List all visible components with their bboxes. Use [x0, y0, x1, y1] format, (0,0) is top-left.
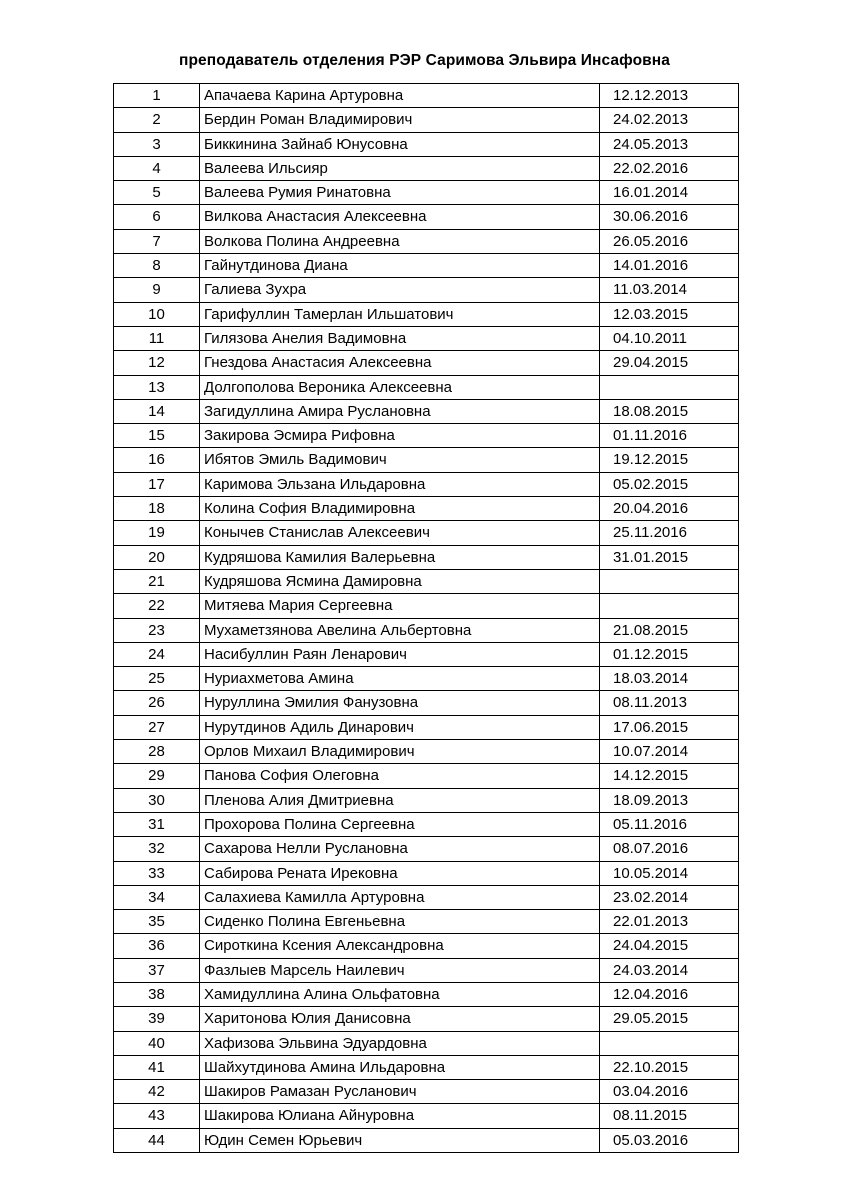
student-name: Хафизова Эльвина Эдуардовна [200, 1031, 600, 1055]
row-number: 36 [114, 934, 200, 958]
student-name: Волкова Полина Андреевна [200, 229, 600, 253]
table-row [114, 521, 739, 545]
student-name: Загидуллина Амира Руслановна [200, 399, 600, 423]
table-row [114, 740, 739, 764]
student-name: Гилязова Анелия Вадимовна [200, 326, 600, 350]
row-number: 43 [114, 1104, 200, 1128]
date-cell: 25.11.2016 [600, 521, 739, 545]
row-number: 30 [114, 788, 200, 812]
student-name: Фазлыев Марсель Наилевич [200, 958, 600, 982]
table-row [114, 569, 739, 593]
row-number: 4 [114, 156, 200, 180]
row-number: 41 [114, 1055, 200, 1079]
date-cell: 23.02.2014 [600, 885, 739, 909]
table-row [114, 472, 739, 496]
date-cell: 08.07.2016 [600, 837, 739, 861]
document-title: преподаватель отделения РЭР Саримова Эльвира Инсафовна [179, 52, 670, 69]
date-cell: 16.01.2014 [600, 181, 739, 205]
student-name: Юдин Семен Юрьевич [200, 1128, 600, 1152]
row-number: 15 [114, 424, 200, 448]
row-number: 33 [114, 861, 200, 885]
table-row [114, 910, 739, 934]
date-cell: 17.06.2015 [600, 715, 739, 739]
student-name: Бердин Роман Владимирович [200, 108, 600, 132]
student-name: Гнездова Анастасия Алексеевна [200, 351, 600, 375]
date-cell: 21.08.2015 [600, 618, 739, 642]
row-number: 22 [114, 594, 200, 618]
table-row [114, 618, 739, 642]
table-row [114, 424, 739, 448]
table-row [114, 326, 739, 350]
table-row [114, 837, 739, 861]
date-cell: 05.11.2016 [600, 812, 739, 836]
row-number: 29 [114, 764, 200, 788]
student-name: Вилкова Анастасия Алексеевна [200, 205, 600, 229]
row-number: 24 [114, 642, 200, 666]
date-cell [600, 569, 739, 593]
date-cell: 12.03.2015 [600, 302, 739, 326]
row-number: 5 [114, 181, 200, 205]
student-name: Шакиров Рамазан Русланович [200, 1080, 600, 1104]
table-row [114, 497, 739, 521]
student-name: Галиева Зухра [200, 278, 600, 302]
table-row [114, 861, 739, 885]
date-cell: 19.12.2015 [600, 448, 739, 472]
student-name: Закирова Эсмира Рифовна [200, 424, 600, 448]
date-cell: 24.02.2013 [600, 108, 739, 132]
date-cell: 18.08.2015 [600, 399, 739, 423]
row-number: 44 [114, 1128, 200, 1152]
table-row [114, 278, 739, 302]
student-name: Митяева Мария Сергеевна [200, 594, 600, 618]
date-cell: 10.07.2014 [600, 740, 739, 764]
table-row [114, 375, 739, 399]
student-name: Харитонова Юлия Данисовна [200, 1007, 600, 1031]
date-cell: 01.11.2016 [600, 424, 739, 448]
row-number: 19 [114, 521, 200, 545]
student-name: Насибуллин Раян Ленарович [200, 642, 600, 666]
row-number: 40 [114, 1031, 200, 1055]
date-cell: 12.04.2016 [600, 982, 739, 1006]
row-number: 23 [114, 618, 200, 642]
row-number: 8 [114, 254, 200, 278]
row-number: 20 [114, 545, 200, 569]
date-cell: 26.05.2016 [600, 229, 739, 253]
student-name: Нуриахметова Амина [200, 667, 600, 691]
table-row [114, 205, 739, 229]
student-name: Салахиева Камилла Артуровна [200, 885, 600, 909]
table-row [114, 399, 739, 423]
table-row [114, 982, 739, 1006]
row-number: 10 [114, 302, 200, 326]
student-name: Гайнутдинова Диана [200, 254, 600, 278]
table-row [114, 1007, 739, 1031]
table-row [114, 715, 739, 739]
date-cell: 22.02.2016 [600, 156, 739, 180]
student-name: Пленова Алия Дмитриевна [200, 788, 600, 812]
table-row [114, 84, 739, 108]
student-name: Каримова Эльзана Ильдаровна [200, 472, 600, 496]
table-row [114, 788, 739, 812]
table-row [114, 545, 739, 569]
student-name: Сабирова Рената Ирековна [200, 861, 600, 885]
table-row [114, 594, 739, 618]
row-number: 25 [114, 667, 200, 691]
date-cell: 24.04.2015 [600, 934, 739, 958]
table-row [114, 302, 739, 326]
row-number: 21 [114, 569, 200, 593]
table-row [114, 1080, 739, 1104]
row-number: 32 [114, 837, 200, 861]
table-row [114, 181, 739, 205]
row-number: 31 [114, 812, 200, 836]
date-cell: 03.04.2016 [600, 1080, 739, 1104]
student-table [113, 83, 739, 1153]
row-number: 37 [114, 958, 200, 982]
date-cell: 11.03.2014 [600, 278, 739, 302]
row-number: 27 [114, 715, 200, 739]
student-name: Сироткина Ксения Александровна [200, 934, 600, 958]
date-cell: 18.03.2014 [600, 667, 739, 691]
date-cell: 05.02.2015 [600, 472, 739, 496]
student-name: Орлов Михаил Владимирович [200, 740, 600, 764]
student-name: Кудряшова Камилия Валерьевна [200, 545, 600, 569]
student-name: Валеева Румия Ринатовна [200, 181, 600, 205]
row-number: 1 [114, 84, 200, 108]
student-name: Панова София Олеговна [200, 764, 600, 788]
student-name: Мухаметзянова Авелина Альбертовна [200, 618, 600, 642]
row-number: 26 [114, 691, 200, 715]
table-row [114, 764, 739, 788]
row-number: 2 [114, 108, 200, 132]
table-row [114, 1128, 739, 1152]
date-cell: 24.03.2014 [600, 958, 739, 982]
table-row [114, 812, 739, 836]
date-cell: 22.01.2013 [600, 910, 739, 934]
student-name: Валеева Ильсияр [200, 156, 600, 180]
row-number: 28 [114, 740, 200, 764]
date-cell: 12.12.2013 [600, 84, 739, 108]
table-row [114, 958, 739, 982]
row-number: 39 [114, 1007, 200, 1031]
table-row [114, 1031, 739, 1055]
date-cell: 30.06.2016 [600, 205, 739, 229]
table-row [114, 254, 739, 278]
row-number: 6 [114, 205, 200, 229]
row-number: 14 [114, 399, 200, 423]
table-row [114, 691, 739, 715]
date-cell: 14.01.2016 [600, 254, 739, 278]
row-number: 16 [114, 448, 200, 472]
date-cell: 01.12.2015 [600, 642, 739, 666]
student-name: Шакирова Юлиана Айнуровна [200, 1104, 600, 1128]
date-cell: 29.05.2015 [600, 1007, 739, 1031]
table-row [114, 885, 739, 909]
row-number: 35 [114, 910, 200, 934]
table-row [114, 229, 739, 253]
row-number: 13 [114, 375, 200, 399]
table-row [114, 1104, 739, 1128]
table-row [114, 642, 739, 666]
student-table-body [114, 84, 739, 1153]
student-name: Прохорова Полина Сергеевна [200, 812, 600, 836]
date-cell: 14.12.2015 [600, 764, 739, 788]
date-cell: 20.04.2016 [600, 497, 739, 521]
student-name: Хамидуллина Алина Ольфатовна [200, 982, 600, 1006]
student-name: Нурутдинов Адиль Динарович [200, 715, 600, 739]
date-cell: 24.05.2013 [600, 132, 739, 156]
row-number: 3 [114, 132, 200, 156]
student-name: Биккинина Зайнаб Юнусовна [200, 132, 600, 156]
table-row [114, 156, 739, 180]
row-number: 38 [114, 982, 200, 1006]
date-cell: 08.11.2013 [600, 691, 739, 715]
student-name: Шайхутдинова Амина Ильдаровна [200, 1055, 600, 1079]
table-row [114, 934, 739, 958]
table-row [114, 667, 739, 691]
student-name: Кудряшова Ясмина Дамировна [200, 569, 600, 593]
date-cell [600, 1031, 739, 1055]
date-cell: 05.03.2016 [600, 1128, 739, 1152]
date-cell: 29.04.2015 [600, 351, 739, 375]
student-name: Сиденко Полина Евгеньевна [200, 910, 600, 934]
row-number: 7 [114, 229, 200, 253]
student-name: Долгополова Вероника Алексеевна [200, 375, 600, 399]
row-number: 42 [114, 1080, 200, 1104]
date-cell [600, 594, 739, 618]
row-number: 34 [114, 885, 200, 909]
row-number: 17 [114, 472, 200, 496]
table-row [114, 1055, 739, 1079]
student-name: Сахарова Нелли Руслановна [200, 837, 600, 861]
student-name: Апачаева Карина Артуровна [200, 84, 600, 108]
date-cell: 04.10.2011 [600, 326, 739, 350]
date-cell: 18.09.2013 [600, 788, 739, 812]
student-name: Нуруллина Эмилия Фанузовна [200, 691, 600, 715]
table-row [114, 108, 739, 132]
row-number: 18 [114, 497, 200, 521]
table-row [114, 132, 739, 156]
student-name: Колина София Владимировна [200, 497, 600, 521]
table-row [114, 448, 739, 472]
date-cell: 22.10.2015 [600, 1055, 739, 1079]
student-name: Ибятов Эмиль Вадимович [200, 448, 600, 472]
date-cell [600, 375, 739, 399]
date-cell: 10.05.2014 [600, 861, 739, 885]
student-name: Гарифуллин Тамерлан Ильшатович [200, 302, 600, 326]
date-cell: 31.01.2015 [600, 545, 739, 569]
row-number: 11 [114, 326, 200, 350]
student-name: Конычев Станислав Алексеевич [200, 521, 600, 545]
table-row [114, 351, 739, 375]
row-number: 12 [114, 351, 200, 375]
date-cell: 08.11.2015 [600, 1104, 739, 1128]
row-number: 9 [114, 278, 200, 302]
